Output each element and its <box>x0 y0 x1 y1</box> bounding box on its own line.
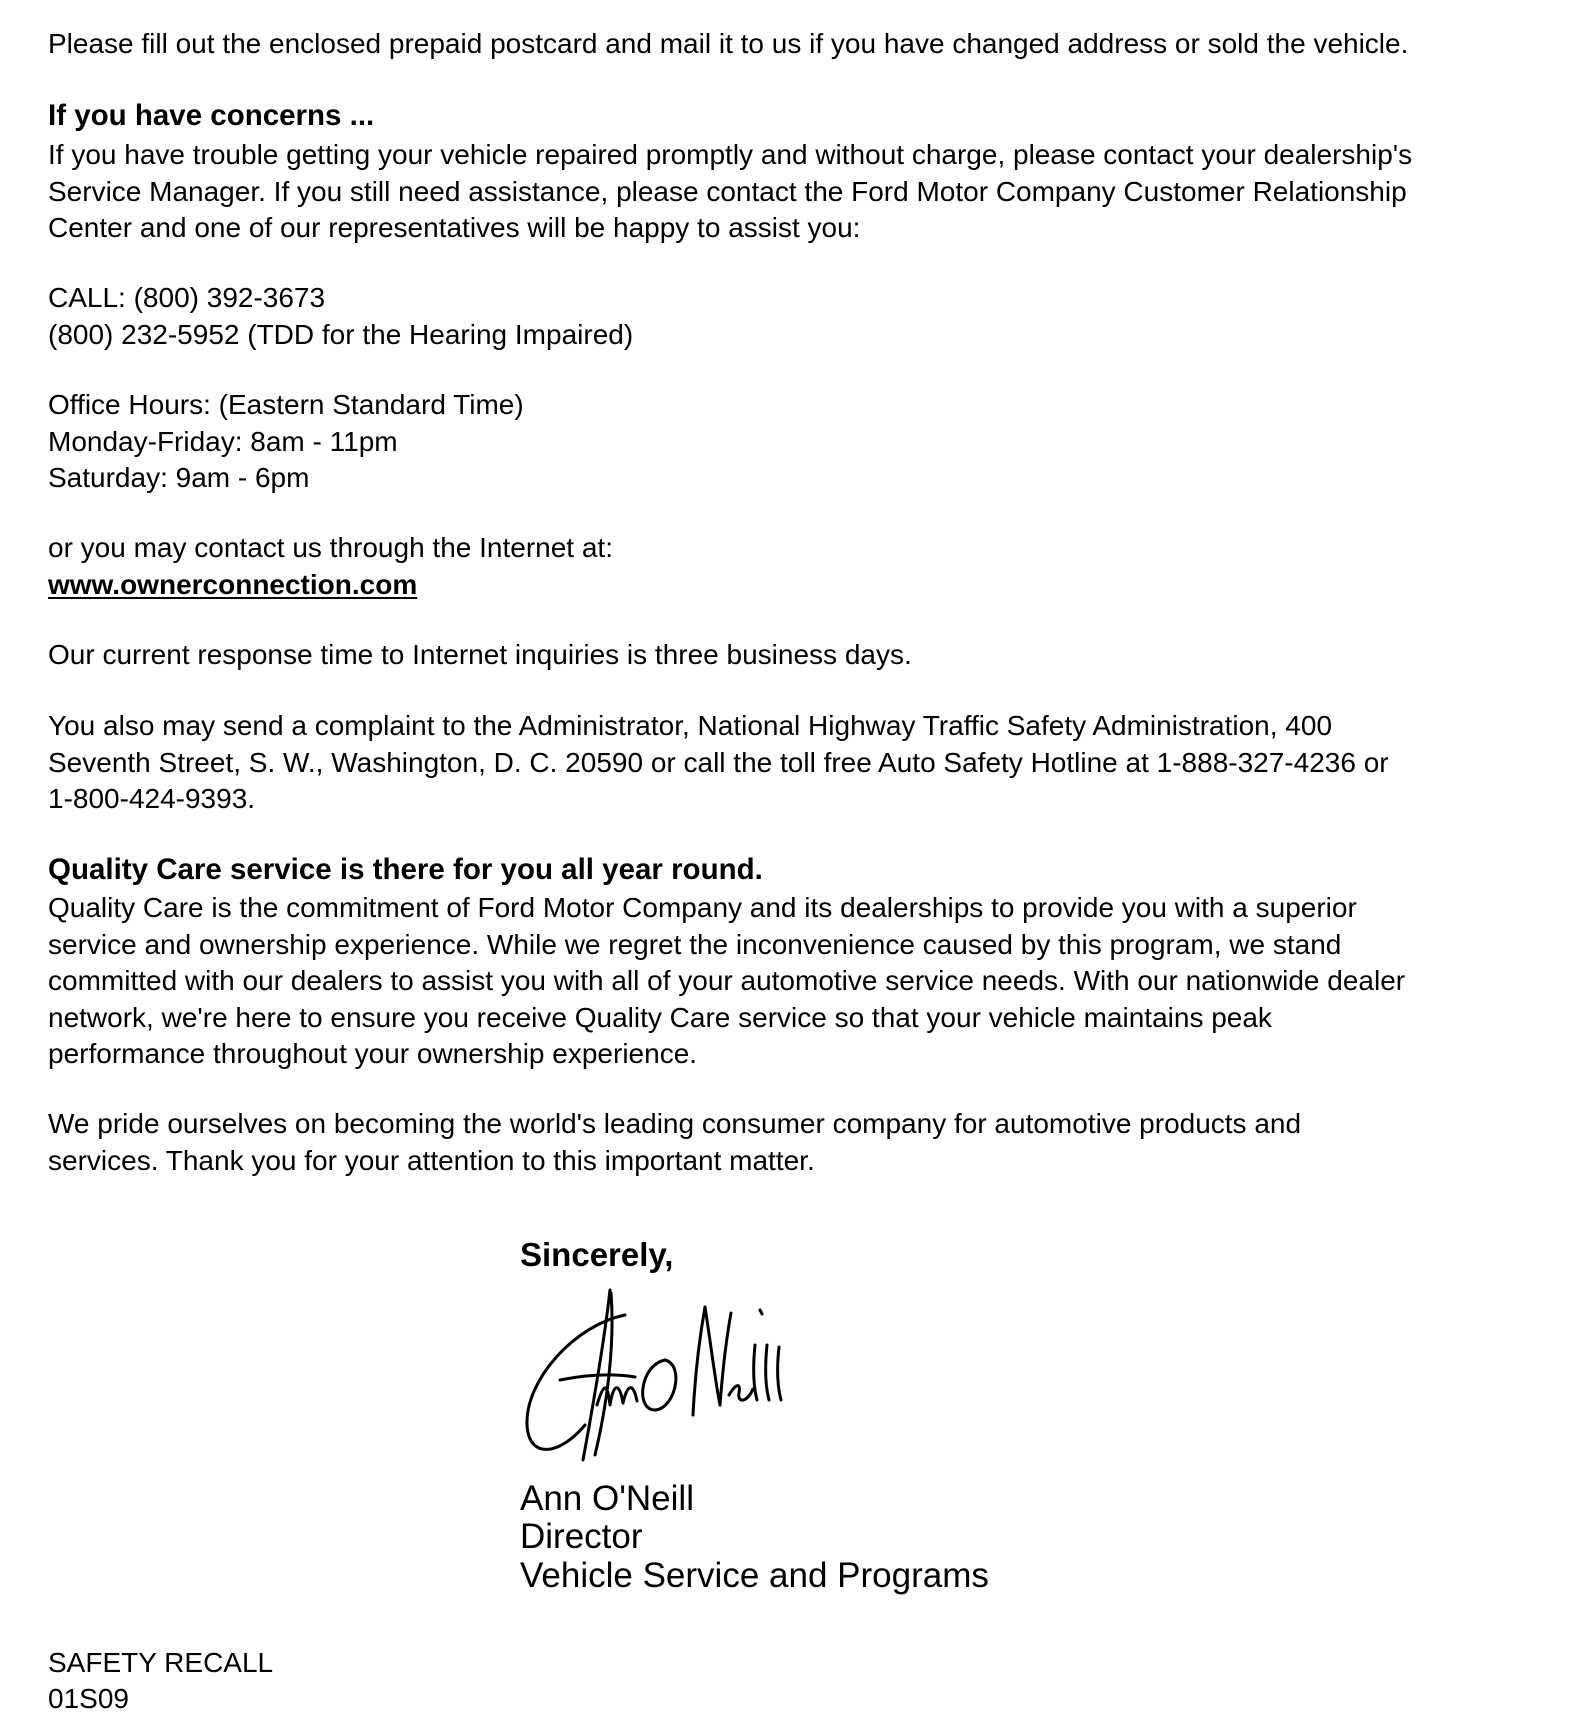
response-time-text: Our current response time to Internet inquiries is three business days. <box>48 639 912 670</box>
concerns-heading: If you have concerns ... <box>48 99 375 132</box>
handwritten-signature <box>515 1285 845 1475</box>
quality-care-line: Quality Care is the commitment of Ford Motor Company and its dealerships to provide you with a superior <box>48 892 1357 923</box>
concerns-line: Service Manager. If you still need assistance, please contact the Ford Motor Company Customer Relationship <box>48 175 1407 207</box>
quality-care-line: committed with our dealers to assist you with all of your automotive service needs. With our nationwide dealer <box>48 965 1406 996</box>
footer-recall-label: SAFETY RECALL <box>48 1647 274 1678</box>
quality-care-heading: Quality Care service is there for you all year round. <box>48 853 763 886</box>
signer-department: Vehicle Service and Programs <box>520 1556 989 1595</box>
quality-care-line: performance throughout your ownership experience. <box>48 1038 698 1069</box>
website-link[interactable]: www.ownerconnection.com <box>48 568 418 600</box>
office-hours-weekdays: Monday-Friday: 8am - 11pm <box>48 425 398 457</box>
salutation: Sincerely, <box>520 1236 674 1273</box>
intro-text: Please fill out the enclosed prepaid postcard and mail it to us if you have changed address or sold the vehicle. <box>48 28 1409 59</box>
office-hours-heading: Office Hours: (Eastern Standard Time) <box>48 389 524 420</box>
complaint-line: You also may send a complaint to the Administrator, National Highway Traffic Safety Administration, 400 <box>48 710 1333 741</box>
complaint-line: Seventh Street, S. W., Washington, D. C. 20590 or call the toll free Auto Safety Hotline at 1-888-327-4236 or <box>48 746 1389 778</box>
tdd-phone-line: (800) 232-5952 (TDD for the Hearing Impaired) <box>48 318 634 350</box>
signer-title: Director <box>520 1517 643 1556</box>
internet-contact-text: or you may contact us through the Internet at: <box>48 532 613 563</box>
closing-line: services. Thank you for your attention to this important matter. <box>48 1144 815 1176</box>
concerns-line: If you have trouble getting your vehicle repaired promptly and without charge, please contact your dealership's <box>48 139 1413 170</box>
signer-name: Ann O'Neill <box>520 1479 694 1518</box>
closing-line: We pride ourselves on becoming the world's leading consumer company for automotive products and <box>48 1108 1302 1139</box>
quality-care-line: service and ownership experience. While we regret the inconvenience caused by this program, we stand <box>48 928 1342 960</box>
complaint-line: 1-800-424-9393. <box>48 783 256 814</box>
footer-recall-code: 01S09 <box>48 1683 129 1714</box>
call-phone-line: CALL: (800) 392-3673 <box>48 282 326 313</box>
concerns-line: Center and one of our representatives will be happy to assist you: <box>48 212 861 243</box>
quality-care-line: network, we're here to ensure you receive Quality Care service so that your vehicle maintains peak <box>48 1001 1272 1033</box>
office-hours-saturday: Saturday: 9am - 6pm <box>48 462 310 493</box>
